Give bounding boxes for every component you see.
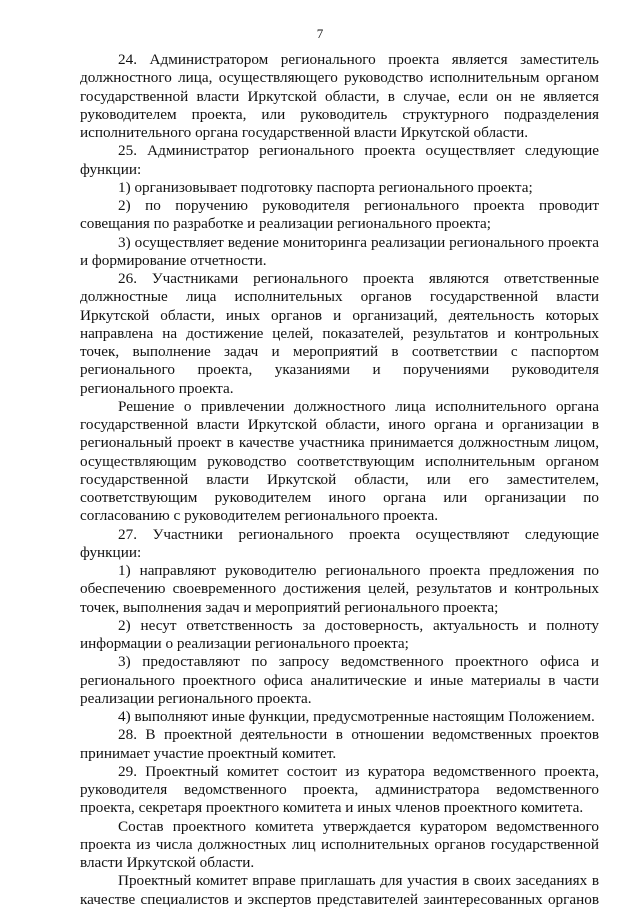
paragraph-26-decision: Решение о привлечении должностного лица исполнительного органа государственной власти Иркутской области, иного органа и организации в региональный проект в качестве участника принимается должностным лицом, осуществляющим руководство соответствующим исполнительным органом государственной власти Иркутской области, или его заместителем, соответствующим руководителем иного органа или организации по согласованию с руководителем регионального проекта.: [80, 397, 599, 525]
paragraph-24: 24. Администратором регионального проекта является заместитель должностного лица, осуществляющего руководство исполнительным органом государственной власти Иркутской области, в случае, если он не является руководителем проекта, или руководитель структурного подразделения исполнительного органа государственной власти Иркутской области.: [80, 51, 599, 141]
list-item-25-3: 3) осуществляет ведение мониторинга реализации регионального проекта и формирование отчетности.: [80, 233, 599, 269]
list-item-27-4: 4) выполняют иные функции, предусмотренные настоящим Положением.: [118, 708, 595, 725]
document-body: [80, 51, 599, 909]
list-item-25-2: 2) по поручению руководителя регионального проекта проводит совещания по разработке и реализации регионального проекта;: [80, 197, 599, 233]
paragraph-29-composition: Состав проектного комитета утверждается куратором ведомственного проекта из числа должностных лиц исполнительных органов государственной власти Иркутской области.: [80, 817, 599, 871]
paragraph-27: 27. Участники регионального проекта осуществляют следующие функции:: [80, 525, 599, 561]
paragraph-28: 28. В проектной деятельности в отношении ведомственных проектов принимает участие проектный комитет.: [80, 726, 599, 762]
paragraph-26: 26. Участниками регионального проекта являются ответственные должностные лица исполнительных органов государственной власти Иркутской области, иных органов и организаций, деятельность которых направлена на достижение целей, показателей, результатов и контрольных точек, выполнение задач и мероприятий в соответствии с паспортом регионального проекта, указаниями и поручениями руководителя регионального проекта.: [80, 270, 599, 397]
paragraph-25: 25. Администратор регионального проекта осуществляет следующие функции:: [80, 142, 599, 178]
page-number: 7: [316, 26, 324, 41]
list-item-27-2: 2) несут ответственность за достоверность, актуальность и полноту информации о реализации регионального проекта;: [80, 616, 599, 652]
paragraph-29-invite: Проектный комитет вправе приглашать для участия в своих заседаниях в качестве специалистов и экспертов представителей заинтересованных органов: [80, 872, 599, 908]
list-item-27-3: 3) предоставляют по запросу ведомственного проектного офиса и регионального проектного офиса аналитические и иные материалы в части реализации регионального проекта.: [80, 653, 599, 707]
list-item-25-1: 1) организовывает подготовку паспорта регионального проекта;: [118, 178, 533, 196]
list-item-27-1: 1) направляют руководителю регионального проекта предложения по обеспечению своевременного достижения целей, результатов и контрольных точек, выполнения задач и мероприятий регионального проекта;: [80, 562, 599, 616]
paragraph-29: 29. Проектный комитет состоит из куратора ведомственного проекта, руководителя ведомственного проекта, администратора ведомственного проекта, секретаря проектного комитета и иных членов проектного комитета.: [80, 762, 599, 817]
